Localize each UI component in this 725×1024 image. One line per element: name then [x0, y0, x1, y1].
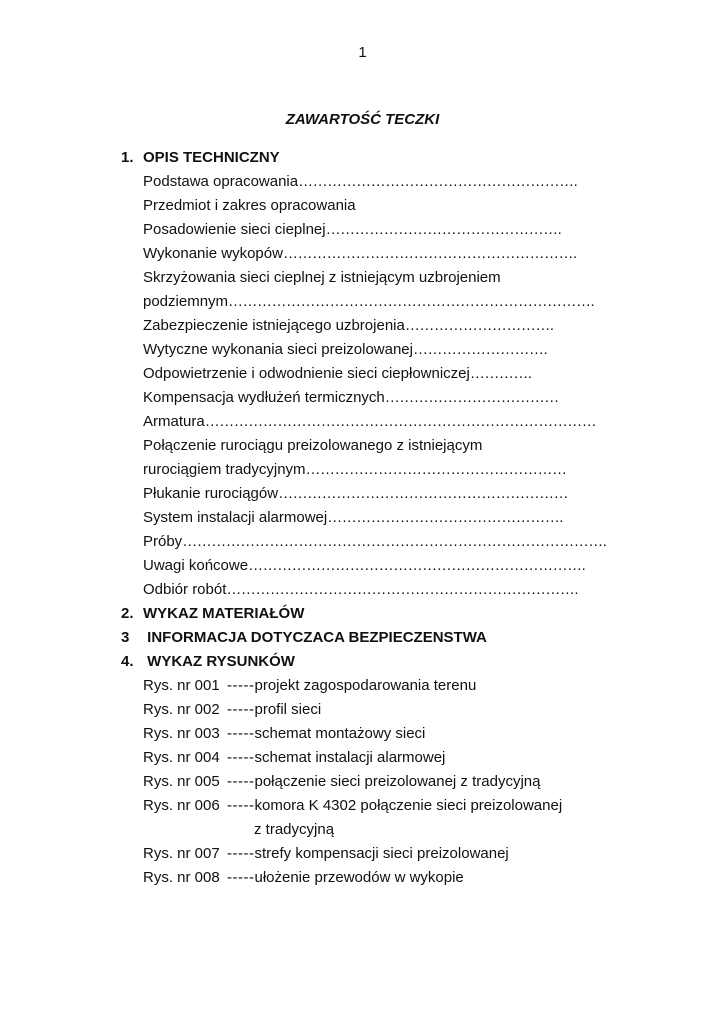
dot-leader: ………………………………………………………………….: [228, 293, 595, 310]
drawing-description: ułożenie przewodów w wykopie: [254, 869, 464, 886]
dot-leader: ……………………………………………………………….: [226, 581, 579, 598]
toc-entry: [143, 242, 577, 266]
section-number: 3: [121, 629, 130, 646]
toc-entry-text: Odbiór robót: [143, 581, 227, 598]
drawing-description: strefy kompensacji sieci preizolowanej: [254, 845, 509, 862]
drawing-number: Rys. nr 003: [143, 725, 220, 742]
drawing-item: [143, 794, 562, 818]
toc-entry-text: System instalacji alarmowej: [143, 509, 328, 526]
section-label: INFORMACJA DOTYCZACA BEZPIECZENSTWA: [143, 629, 487, 646]
toc-entry: [143, 218, 561, 242]
toc-entry: [143, 458, 567, 482]
document-title: ZAWARTOŚĆ TECZKI: [285, 111, 440, 128]
toc-entry: [143, 314, 554, 338]
drawing-item: [143, 674, 476, 698]
drawing-description: połączenie sieci preizolowanej z tradycyjną: [254, 773, 541, 790]
drawing-number: Rys. nr 005: [143, 773, 220, 790]
drawing-description: schemat montażowy sieci: [254, 725, 426, 742]
dot-leader: ………………………….: [404, 317, 554, 334]
toc-entry: [143, 410, 596, 434]
toc-entry: [143, 554, 585, 578]
drawing-dash: -----: [227, 797, 255, 814]
drawing-number: Rys. nr 001: [143, 677, 220, 694]
drawing-item: [143, 698, 321, 722]
drawing-item: [143, 770, 540, 794]
toc-entry: [143, 434, 482, 458]
section-heading: [121, 146, 280, 170]
drawing-number: Rys. nr 008: [143, 869, 220, 886]
drawing-description: projekt zagospodarowania terenu: [254, 677, 477, 694]
toc-entry: [143, 386, 559, 410]
drawing-dash: -----: [227, 869, 255, 886]
toc-entry-text: Armatura: [143, 413, 205, 430]
toc-entry: [143, 266, 501, 290]
dot-leader: ………………………………: [384, 389, 559, 406]
toc-entry: [143, 482, 568, 506]
toc-entry-text: Posadowienie sieci cieplnej: [143, 221, 326, 238]
drawing-number: Rys. nr 006: [143, 797, 220, 814]
drawing-number: Rys. nr 002: [143, 701, 220, 718]
section-heading: [121, 626, 487, 650]
drawing-description: profil sieci: [254, 701, 322, 718]
dot-leader: ………………………………………………….: [298, 173, 578, 190]
toc-entry-text: Połączenie rurociągu preizolowanego z istniejącym: [143, 437, 483, 454]
dot-leader: ………………………………………………………………………: [204, 413, 597, 430]
drawing-dash: -----: [227, 725, 255, 742]
drawing-item: [143, 722, 425, 746]
toc-entry-text: Płukanie rurociągów: [143, 485, 279, 502]
toc-entry: [143, 506, 563, 530]
drawing-item: [143, 746, 445, 770]
toc-entry: [143, 338, 547, 362]
dot-leader: ………………………………………………: [305, 461, 567, 478]
toc-entry: [143, 362, 532, 386]
toc-entry-text: Skrzyżowania sieci cieplnej z istniejącym uzbrojeniem: [143, 269, 501, 286]
drawing-dash: -----: [227, 845, 255, 862]
section-label: WYKAZ RYSUNKÓW: [143, 653, 295, 670]
section-number: 4.: [121, 653, 134, 670]
toc-entry-text: Próby: [143, 533, 183, 550]
page-number: 1: [358, 44, 367, 61]
toc-entry-text: Przedmiot i zakres opracowania: [143, 197, 356, 214]
drawing-dash: -----: [227, 701, 255, 718]
drawing-number: Rys. nr 004: [143, 749, 220, 766]
dot-leader: ……………………………………………………: [278, 485, 569, 502]
section-number: 1.: [121, 149, 134, 166]
toc-entry: [143, 578, 578, 602]
dot-leader: ……………………….: [413, 341, 548, 358]
drawing-item: [143, 842, 509, 866]
section-number: 2.: [121, 605, 134, 622]
drawing-dash: -----: [227, 677, 255, 694]
dot-leader: ………….: [469, 365, 532, 382]
drawing-dash: -----: [227, 773, 255, 790]
toc-entry-text: Odpowietrzenie i odwodnienie sieci ciepłowniczej: [143, 365, 470, 382]
section-label: OPIS TECHNICZNY: [143, 149, 280, 166]
drawing-description: schemat instalacji alarmowej: [254, 749, 446, 766]
section-heading: [121, 602, 304, 626]
toc-entry-text: rurociągiem tradycyjnym: [143, 461, 306, 478]
toc-entry-text: Uwagi końcowe: [143, 557, 249, 574]
toc-entry-text: Zabezpieczenie istniejącego uzbrojenia: [143, 317, 405, 334]
toc-entry: [143, 290, 594, 314]
toc-entry-text: Podstawa opracowania: [143, 173, 299, 190]
dot-leader: …………………………………………………….: [282, 245, 577, 262]
section-heading: [121, 650, 295, 674]
section-label: WYKAZ MATERIAŁÓW: [143, 605, 305, 622]
drawing-number: Rys. nr 007: [143, 845, 220, 862]
toc-entry-text: Wytyczne wykonania sieci preizolowanej: [143, 341, 413, 358]
toc-entry-text: podziemnym: [143, 293, 229, 310]
drawing-description: komora K 4302 połączenie sieci preizolowanej: [254, 797, 563, 814]
dot-leader: …………………………………………………………….: [248, 557, 586, 574]
dot-leader: ………………………………………….: [325, 221, 562, 238]
dot-leader: ………………………………………….: [327, 509, 563, 526]
drawing-item: [143, 866, 464, 890]
toc-entry: [143, 530, 606, 554]
toc-entry: [143, 194, 356, 218]
toc-entry-text: Wykonanie wykopów: [143, 245, 283, 262]
drawing-description-continuation: z tradycyjną: [254, 821, 335, 838]
toc-entry: [143, 170, 577, 194]
drawing-dash: -----: [227, 749, 255, 766]
toc-entry-text: Kompensacja wydłużeń termicznych: [143, 389, 385, 406]
dot-leader: …………………………………………………………………………….: [182, 533, 607, 550]
